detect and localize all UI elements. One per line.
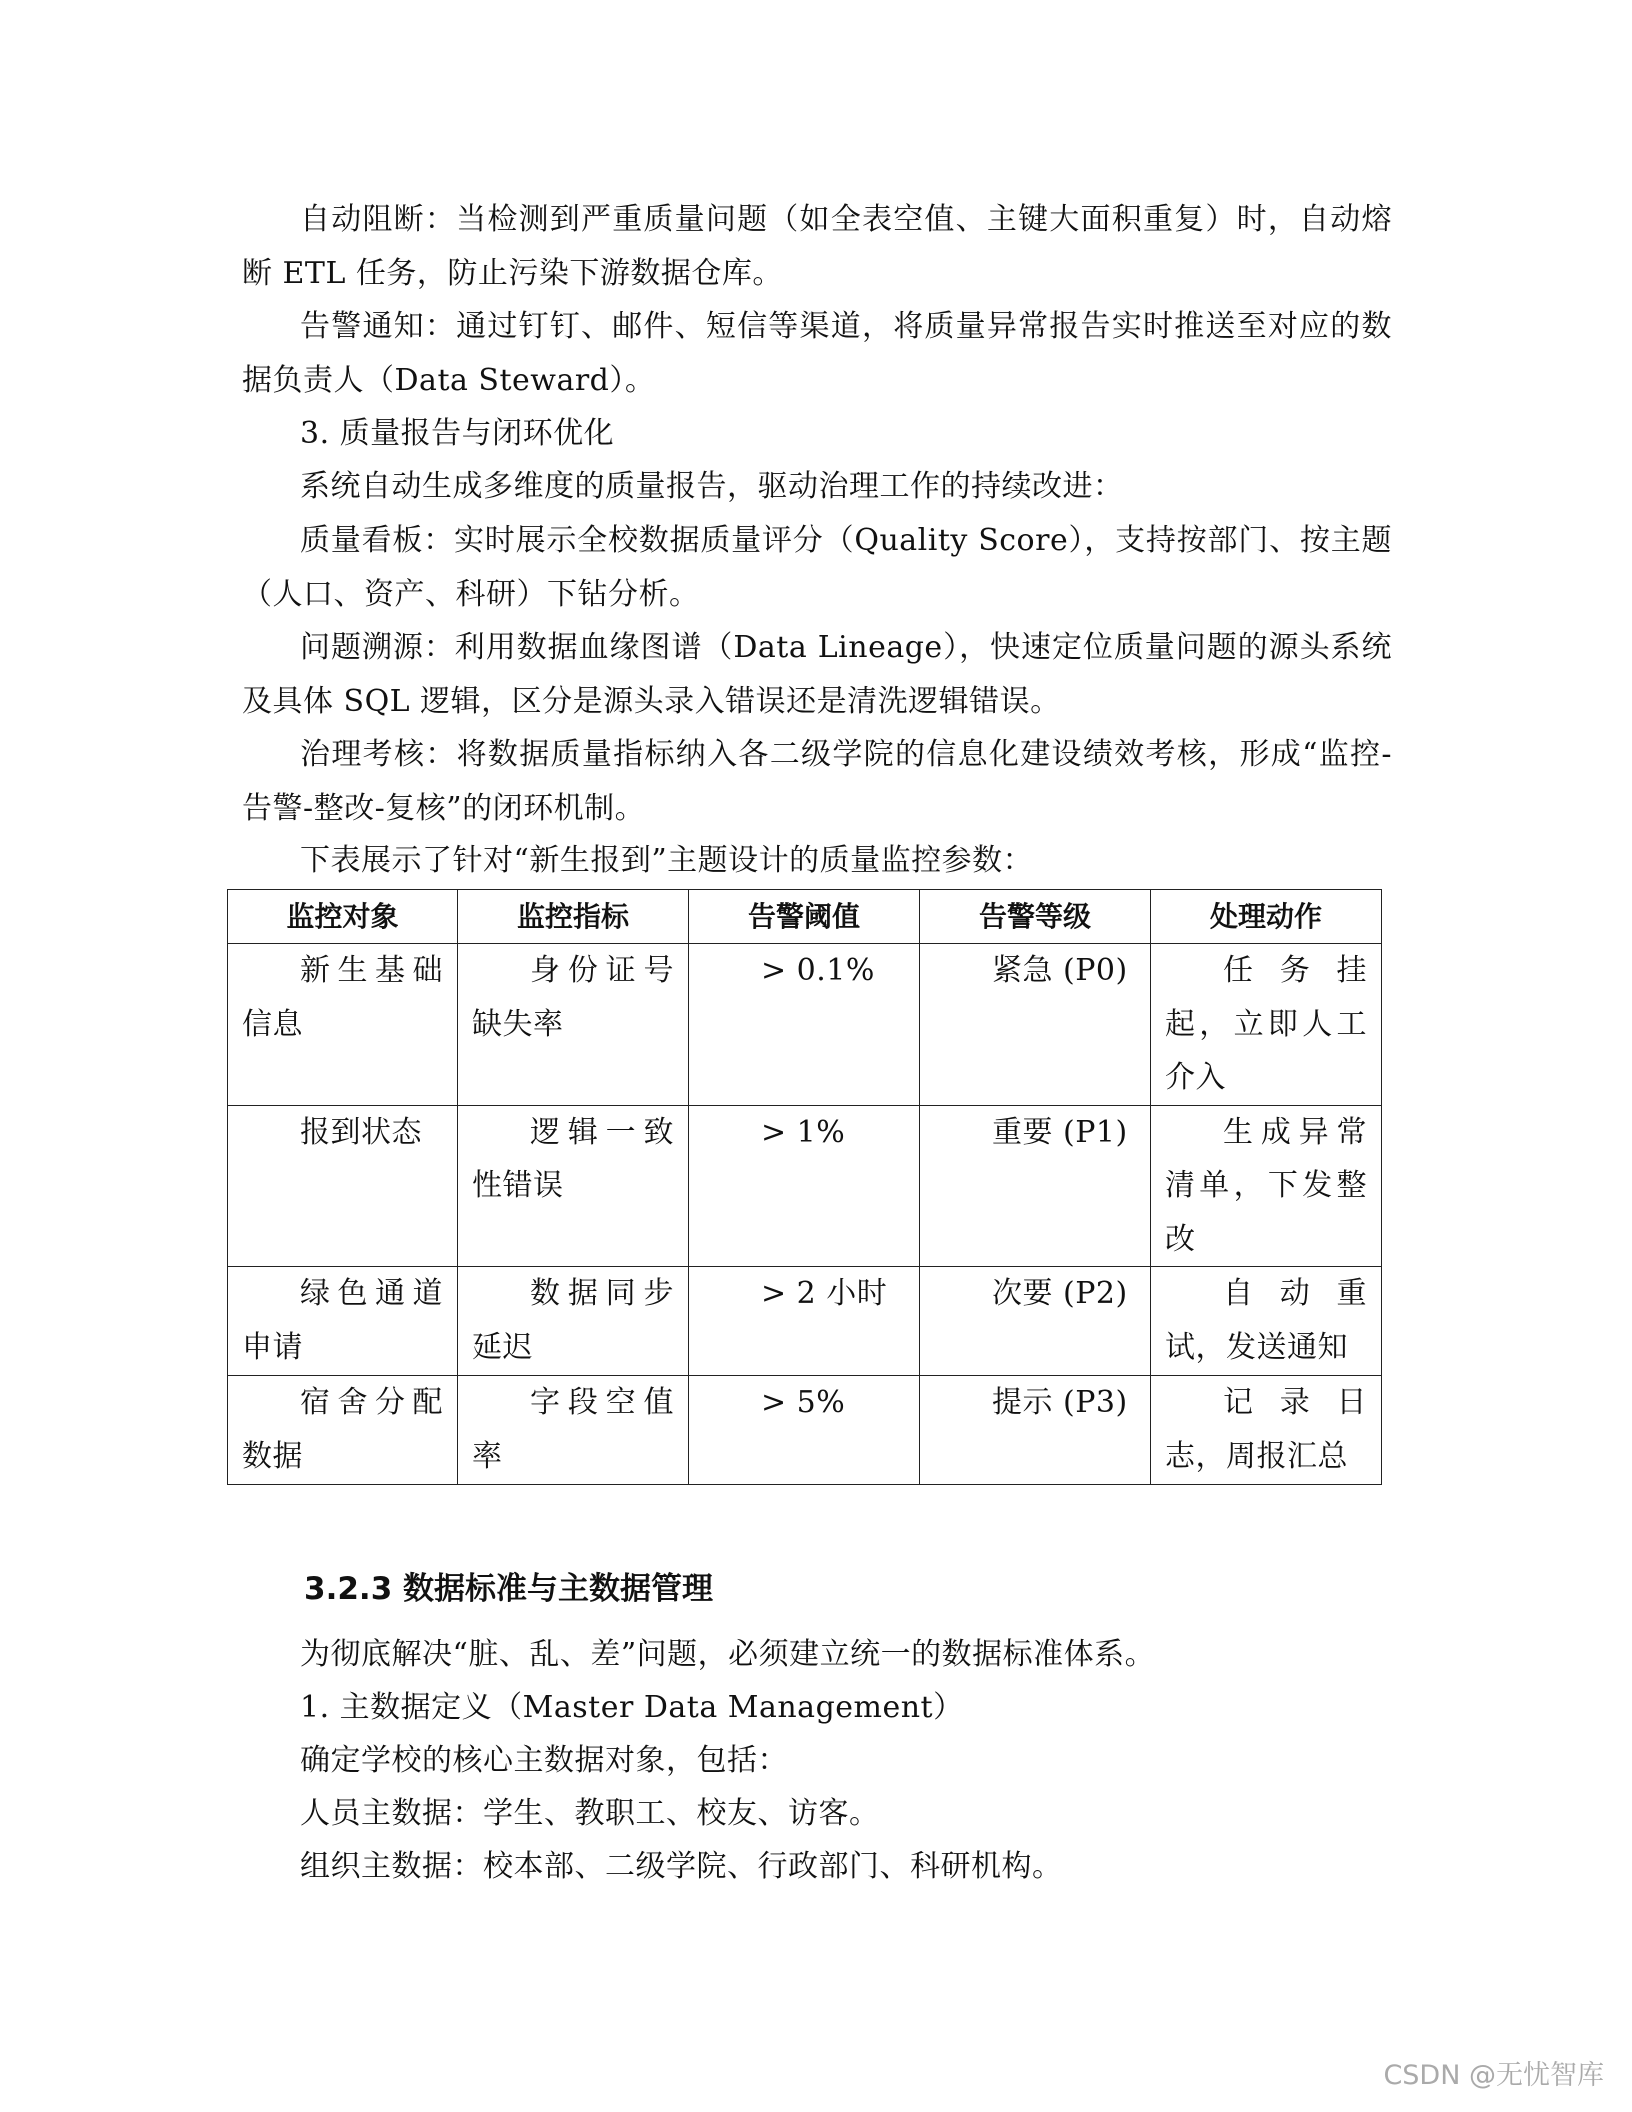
table-row [228,1267,1382,1376]
table-cell: 记录日志，周报汇总 [1151,1376,1382,1485]
section-heading: 3.2.3 数据标准与主数据管理 [304,1571,714,1607]
quality-monitor-table [227,889,1382,1485]
table-cell: > 2 小时 [689,1267,920,1376]
paragraph-person-master-data: 人员主数据：学生、教职工、校友、访客。 [300,1796,880,1831]
table-cell: 身份证号缺失率 [458,944,689,1106]
list-item-master-data: 1. 主数据定义（Master Data Management） [300,1690,964,1725]
table-cell: 新生基础信息 [228,944,458,1106]
table-cell: 绿色通道申请 [228,1267,458,1376]
paragraph-core-objects: 确定学校的核心主数据对象，包括： [300,1743,788,1778]
table-cell: 逻辑一致性错误 [458,1105,689,1267]
table-cell: 数据同步延迟 [458,1267,689,1376]
table-cell: 紧急 (P0) [920,944,1151,1106]
table-cell: 提示 (P3) [920,1376,1151,1485]
table-header-row [228,890,1382,944]
table-cell: 自动重试，发送通知 [1151,1267,1382,1376]
table-cell: 重要 (P1) [920,1105,1151,1267]
table-cell: 宿舍分配数据 [228,1376,458,1485]
paragraph-org-master-data: 组织主数据：校本部、二级学院、行政部门、科研机构。 [300,1849,1063,1884]
table-cell: 次要 (P2) [920,1267,1151,1376]
table-header-cell: 处理动作 [1151,890,1382,944]
table-cell: 报到状态 [228,1105,458,1267]
table-cell: > 1% [689,1105,920,1267]
table-row [228,1376,1382,1485]
table-cell: 生成异常清单，下发整改 [1151,1105,1382,1267]
paragraph-auto-block: 自动阻断：当检测到严重质量问题（如全表空值、主键大面积重复）时，自动熔断 ETL 任务，防止污染下游数据仓库。 [242,202,1392,291]
paragraph-report-intro: 系统自动生成多维度的质量报告，驱动治理工作的持续改进： [300,469,1124,504]
table-cell: 字段空值率 [458,1376,689,1485]
table-cell: > 5% [689,1376,920,1485]
paragraph-alert-notify: 告警通知：通过钉钉、邮件、短信等渠道，将质量异常报告实时推送至对应的数据负责人（Data Steward）。 [242,309,1392,398]
paragraph-quality-dashboard: 质量看板：实时展示全校数据质量评分（Quality Score），支持按部门、按主题（人口、资产、科研）下钻分析。 [242,523,1392,612]
paragraph-issue-tracing: 问题溯源：利用数据血缘图谱（Data Lineage），快速定位质量问题的源头系统及具体 SQL 逻辑，区分是源头录入错误还是清洗逻辑错误。 [242,630,1392,719]
table-header-cell: 告警阈值 [689,890,920,944]
table-row [228,944,1382,1106]
table-header-cell: 告警等级 [920,890,1151,944]
table-row [228,1105,1382,1267]
watermark: CSDN @无忧智库 [1383,2060,1604,2091]
table-cell: 任务挂起，立即人工介入 [1151,944,1382,1106]
table-header-cell: 监控对象 [228,890,458,944]
table-cell: > 0.1% [689,944,920,1106]
paragraph-governance-assessment: 治理考核：将数据质量指标纳入各二级学院的信息化建设绩效考核，形成“监控-告警-整改-复核”的闭环机制。 [242,737,1392,826]
paragraph-standard-intro: 为彻底解决“脏、乱、差”问题，必须建立统一的数据标准体系。 [300,1637,1156,1672]
list-item-quality-report: 3. 质量报告与闭环优化 [300,416,615,451]
paragraph-table-intro: 下表展示了针对“新生报到”主题设计的质量监控参数： [300,843,1034,878]
table-header-cell: 监控指标 [458,890,689,944]
